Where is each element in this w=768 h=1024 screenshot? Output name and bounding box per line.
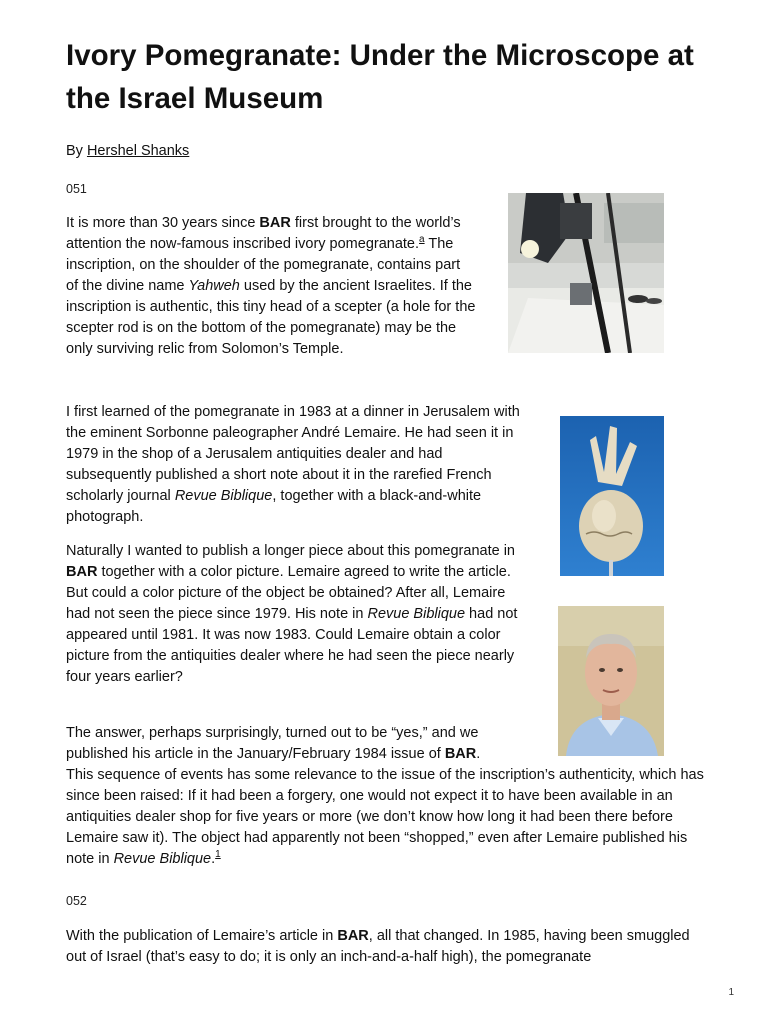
microscope-photo (508, 193, 664, 353)
bar-emphasis: BAR (444, 746, 477, 762)
text-span: With the publication of Lemaire’s article in (66, 928, 338, 944)
bar-emphasis: BAR (259, 215, 291, 231)
paragraph-1 (66, 213, 476, 360)
paragraph-4-continued (66, 765, 706, 870)
pomegranate-photo (560, 416, 664, 576)
author-link[interactable]: Hershel Shanks (86, 143, 190, 159)
page-marker: 052 (66, 894, 87, 908)
italic-journal: Revue Biblique (174, 488, 273, 504)
article-title: Ivory Pomegranate: Under the Microscope at the Israel Museum (66, 39, 694, 115)
text-span: This sequence of events has some relevance to the issue of the inscription’s authenticity, which has since been raised: If it had been a forgery, one would not expect it to have been available in an antiquities dealer shop for five years or more (we don’t know how long it had been there before Lemaire saw it). The object had apparently not been “shopped,” even after Lemaire published his note in (66, 767, 704, 867)
byline-prefix: By (66, 143, 83, 159)
text-span: . (211, 851, 216, 867)
page-marker: 051 (66, 182, 87, 196)
italic-term: Yahweh (188, 278, 240, 294)
text-span: Naturally I wanted to publish a longer piece about this pomegranate in (66, 543, 515, 559)
italic-journal: Revue Biblique (367, 606, 466, 622)
footnote-link-a[interactable]: a (419, 234, 425, 246)
page-number: 1 (728, 987, 734, 998)
bar-emphasis: BAR (337, 928, 369, 944)
paragraph-2 (66, 402, 521, 528)
paragraph-4 (66, 723, 511, 765)
text-span: first brought to the world’s attention the now-famous inscribed ivory pomegranate. (66, 215, 461, 252)
text-span: The inscription, on the shoulder of the pomegranate, contains part of the divine name (66, 236, 461, 294)
bar-emphasis: BAR (66, 564, 98, 580)
text-span: It is more than 30 years since (66, 215, 260, 231)
paragraph-3 (66, 541, 526, 688)
footnote-link-1[interactable]: 1 (215, 849, 221, 861)
text-span: . (476, 746, 481, 762)
text-span: had not appeared until 1981. It was now 1983. Could Lemaire obtain a color picture from the antiquities dealer where he had seen the piece nearly four years earlier? (66, 606, 518, 685)
text-span: I first learned of the pomegranate in 1983 at a dinner in Jerusalem with the eminent Sorbonne paleographer André Lemaire. He had seen it in 1979 in the shop of a Jerusalem antiquities dealer and had subsequently published a short note about it in the rarefied French scholarly journal (66, 404, 520, 504)
byline (66, 141, 189, 161)
italic-journal: Revue Biblique (113, 851, 212, 867)
text-span: , together with a black-and-white photograph. (66, 488, 482, 525)
text-span: The answer, perhaps surprisingly, turned out to be “yes,” and we published his article in the January/February 1984 issue of (66, 725, 479, 762)
text-span: together with a color picture. Lemaire agreed to write the article. But could a color picture of the object be obtained? After all, Lemaire had not seen the piece since 1979. His note in (66, 564, 511, 622)
text-span: used by the ancient Israelites. If the inscription is authentic, this tiny head of a scepter (a hole for the scepter rod is on the bottom of the pomegranate) may be the only surviving relic from Solomon’s Temple. (66, 278, 476, 357)
text-span: , all that changed. In 1985, having been smuggled out of Israel (that’s easy to do; it is only an inch-and-a-half high), the pomegranate (66, 928, 690, 965)
paragraph-5 (66, 926, 706, 968)
author-portrait-photo (558, 606, 664, 756)
